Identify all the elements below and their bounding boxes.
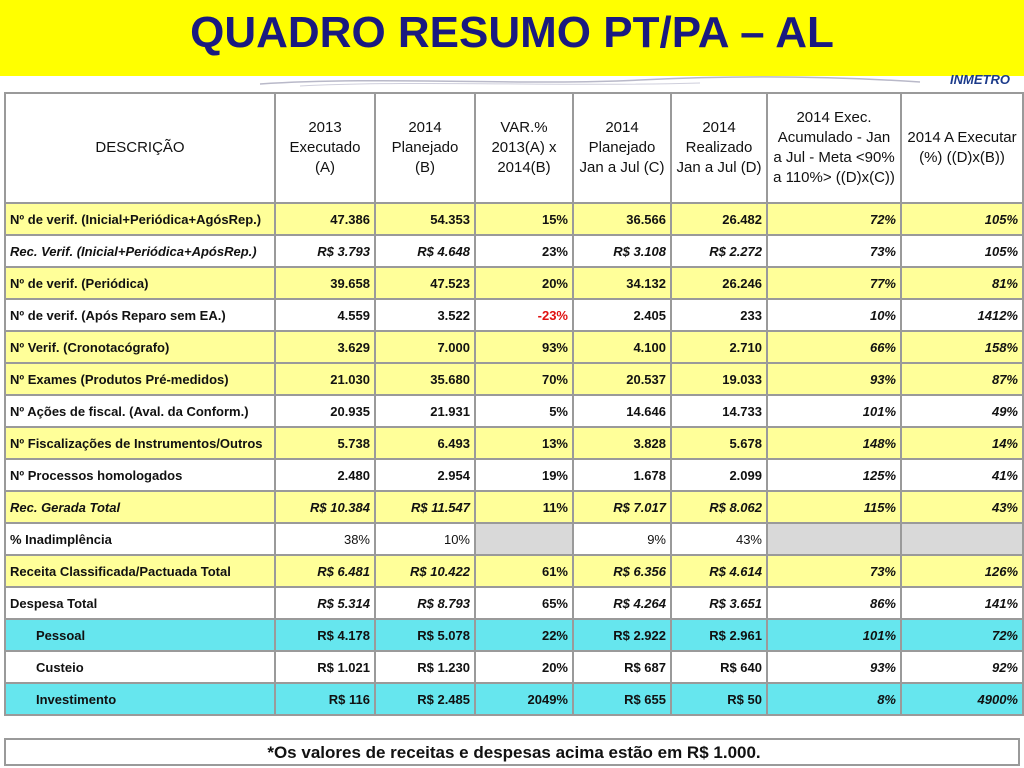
cell-d: R$ 4.614 xyxy=(671,555,767,587)
cell-b: 6.493 xyxy=(375,427,475,459)
cell-aex: 41% xyxy=(901,459,1023,491)
header-exec-acumulado: 2014 Exec. Acumulado - Jan a Jul - Meta <90% a 110%> ((D)x(C)) xyxy=(767,93,901,203)
cell-exec: 73% xyxy=(767,235,901,267)
row-label: Nº Processos homologados xyxy=(5,459,275,491)
cell-aex: 49% xyxy=(901,395,1023,427)
cell-var: 19% xyxy=(475,459,573,491)
cell-exec: 93% xyxy=(767,363,901,395)
cell-exec: 73% xyxy=(767,555,901,587)
table-row xyxy=(5,267,1023,299)
cell-c: 2.405 xyxy=(573,299,671,331)
cell-a: 38% xyxy=(275,523,375,555)
table-row xyxy=(5,459,1023,491)
summary-table xyxy=(4,92,1024,716)
cell-var: 20% xyxy=(475,651,573,683)
cell-b: 47.523 xyxy=(375,267,475,299)
row-label: Nº Exames (Produtos Pré-medidos) xyxy=(5,363,275,395)
cell-d: R$ 2.272 xyxy=(671,235,767,267)
row-label: Rec. Verif. (Inicial+Periódica+ApósRep.) xyxy=(5,235,275,267)
row-label: Nº de verif. (Periódica) xyxy=(5,267,275,299)
cell-aex: 141% xyxy=(901,587,1023,619)
row-label: Nº Ações de fiscal. (Aval. da Conform.) xyxy=(5,395,275,427)
cell-b: R$ 8.793 xyxy=(375,587,475,619)
cell-exec: 10% xyxy=(767,299,901,331)
cell-d: 2.710 xyxy=(671,331,767,363)
cell-d: 14.733 xyxy=(671,395,767,427)
cell-aex: 14% xyxy=(901,427,1023,459)
cell-a: 4.559 xyxy=(275,299,375,331)
cell-d: R$ 50 xyxy=(671,683,767,715)
row-label: Nº de verif. (Inicial+Periódica+AgósRep.) xyxy=(5,203,275,235)
cell-var: 11% xyxy=(475,491,573,523)
cell-b: R$ 11.547 xyxy=(375,491,475,523)
cell-var: -23% xyxy=(475,299,573,331)
cell-a: R$ 5.314 xyxy=(275,587,375,619)
header-var-pct: VAR.% 2013(A) x 2014(B) xyxy=(475,93,573,203)
footer-note-box xyxy=(4,738,1020,766)
cell-b: R$ 4.648 xyxy=(375,235,475,267)
cell-a: 2.480 xyxy=(275,459,375,491)
footer-note: *Os valores de receitas e despesas acima estão em R$ 1.000. xyxy=(267,743,761,762)
cell-c: R$ 2.922 xyxy=(573,619,671,651)
cell-c: 4.100 xyxy=(573,331,671,363)
cell-b: R$ 5.078 xyxy=(375,619,475,651)
row-label: Nº Fiscalizações de Instrumentos/Outros xyxy=(5,427,275,459)
row-label: % Inadimplência xyxy=(5,523,275,555)
cell-c: 1.678 xyxy=(573,459,671,491)
cell-c: R$ 4.264 xyxy=(573,587,671,619)
cell-var: 13% xyxy=(475,427,573,459)
cell-c: 3.828 xyxy=(573,427,671,459)
cell-a: 21.030 xyxy=(275,363,375,395)
cell-aex: 105% xyxy=(901,203,1023,235)
cell-exec: 93% xyxy=(767,651,901,683)
cell-b: R$ 1.230 xyxy=(375,651,475,683)
cell-aex: 87% xyxy=(901,363,1023,395)
cell-exec: 8% xyxy=(767,683,901,715)
cell-a: R$ 1.021 xyxy=(275,651,375,683)
cell-c: R$ 655 xyxy=(573,683,671,715)
cell-exec: 148% xyxy=(767,427,901,459)
cell-b: R$ 10.422 xyxy=(375,555,475,587)
row-label: Nº de verif. (Após Reparo sem EA.) xyxy=(5,299,275,331)
cell-aex: 81% xyxy=(901,267,1023,299)
cell-var: 5% xyxy=(475,395,573,427)
cell-exec: 86% xyxy=(767,587,901,619)
cell-exec: 101% xyxy=(767,395,901,427)
cell-b: R$ 2.485 xyxy=(375,683,475,715)
row-label: Custeio xyxy=(5,651,275,683)
table-row xyxy=(5,203,1023,235)
cell-b: 3.522 xyxy=(375,299,475,331)
cell-aex: 158% xyxy=(901,331,1023,363)
inmetro-logo: INMETRO xyxy=(950,72,1010,87)
cell-aex: 105% xyxy=(901,235,1023,267)
cell-exec: 66% xyxy=(767,331,901,363)
cell-var: 70% xyxy=(475,363,573,395)
row-label: Receita Classificada/Pactuada Total xyxy=(5,555,275,587)
cell-exec: 72% xyxy=(767,203,901,235)
cell-c: R$ 6.356 xyxy=(573,555,671,587)
cell-d: 26.246 xyxy=(671,267,767,299)
table-row xyxy=(5,683,1023,715)
cell-aex: 72% xyxy=(901,619,1023,651)
row-label: Investimento xyxy=(5,683,275,715)
cell-a: R$ 116 xyxy=(275,683,375,715)
cell-a: 47.386 xyxy=(275,203,375,235)
cell-c: 36.566 xyxy=(573,203,671,235)
table-row xyxy=(5,523,1023,555)
cell-d: R$ 8.062 xyxy=(671,491,767,523)
cell-a: R$ 6.481 xyxy=(275,555,375,587)
row-label: Rec. Gerada Total xyxy=(5,491,275,523)
cell-exec: 115% xyxy=(767,491,901,523)
row-label: Nº Verif. (Cronotacógrafo) xyxy=(5,331,275,363)
cell-a: R$ 10.384 xyxy=(275,491,375,523)
table-header-row xyxy=(5,93,1023,203)
cell-b: 54.353 xyxy=(375,203,475,235)
cell-c: 34.132 xyxy=(573,267,671,299)
cell-a: R$ 4.178 xyxy=(275,619,375,651)
cell-a: 5.738 xyxy=(275,427,375,459)
decorative-swoosh xyxy=(0,74,1024,88)
table-row xyxy=(5,331,1023,363)
cell-aex-empty xyxy=(901,523,1023,555)
header-descricao: DESCRIÇÃO xyxy=(5,93,275,203)
cell-exec-empty xyxy=(767,523,901,555)
cell-b: 10% xyxy=(375,523,475,555)
cell-c: 20.537 xyxy=(573,363,671,395)
cell-a: 20.935 xyxy=(275,395,375,427)
cell-var: 15% xyxy=(475,203,573,235)
header-a-executar: 2014 A Executar (%) ((D)x(B)) xyxy=(901,93,1023,203)
header-realizado-jan-jul: 2014 Realizado Jan a Jul (D) xyxy=(671,93,767,203)
table-row xyxy=(5,651,1023,683)
header-2014-planejado: 2014 Planejado (B) xyxy=(375,93,475,203)
cell-var: 22% xyxy=(475,619,573,651)
cell-d: R$ 640 xyxy=(671,651,767,683)
table-row xyxy=(5,363,1023,395)
cell-b: 2.954 xyxy=(375,459,475,491)
header-planejado-jan-jul: 2014 Planejado Jan a Jul (C) xyxy=(573,93,671,203)
cell-var: 93% xyxy=(475,331,573,363)
cell-b: 21.931 xyxy=(375,395,475,427)
cell-d: 2.099 xyxy=(671,459,767,491)
cell-var: 2049% xyxy=(475,683,573,715)
cell-var: 23% xyxy=(475,235,573,267)
cell-d: R$ 2.961 xyxy=(671,619,767,651)
cell-var: 61% xyxy=(475,555,573,587)
cell-a: 39.658 xyxy=(275,267,375,299)
cell-d: 26.482 xyxy=(671,203,767,235)
cell-c: 9% xyxy=(573,523,671,555)
table-row xyxy=(5,299,1023,331)
table-row xyxy=(5,235,1023,267)
cell-exec: 77% xyxy=(767,267,901,299)
cell-d: 19.033 xyxy=(671,363,767,395)
cell-aex: 43% xyxy=(901,491,1023,523)
cell-c: R$ 3.108 xyxy=(573,235,671,267)
row-label: Pessoal xyxy=(5,619,275,651)
title-banner xyxy=(0,0,1024,76)
cell-aex: 1412% xyxy=(901,299,1023,331)
cell-exec: 101% xyxy=(767,619,901,651)
cell-aex: 4900% xyxy=(901,683,1023,715)
cell-exec: 125% xyxy=(767,459,901,491)
cell-aex: 92% xyxy=(901,651,1023,683)
page-title: QUADRO RESUMO PT/PA – AL xyxy=(190,8,834,57)
cell-d: R$ 3.651 xyxy=(671,587,767,619)
table-row xyxy=(5,491,1023,523)
cell-c: R$ 7.017 xyxy=(573,491,671,523)
cell-var: 20% xyxy=(475,267,573,299)
table-row xyxy=(5,555,1023,587)
cell-a: 3.629 xyxy=(275,331,375,363)
cell-d: 43% xyxy=(671,523,767,555)
cell-d: 233 xyxy=(671,299,767,331)
cell-var: 65% xyxy=(475,587,573,619)
cell-c: 14.646 xyxy=(573,395,671,427)
cell-b: 35.680 xyxy=(375,363,475,395)
table-row xyxy=(5,587,1023,619)
row-label: Despesa Total xyxy=(5,587,275,619)
cell-c: R$ 687 xyxy=(573,651,671,683)
table-row xyxy=(5,395,1023,427)
cell-var-empty xyxy=(475,523,573,555)
header-2013-executado: 2013 Executado (A) xyxy=(275,93,375,203)
table-row xyxy=(5,427,1023,459)
cell-a: R$ 3.793 xyxy=(275,235,375,267)
cell-aex: 126% xyxy=(901,555,1023,587)
table-row xyxy=(5,619,1023,651)
cell-d: 5.678 xyxy=(671,427,767,459)
cell-b: 7.000 xyxy=(375,331,475,363)
